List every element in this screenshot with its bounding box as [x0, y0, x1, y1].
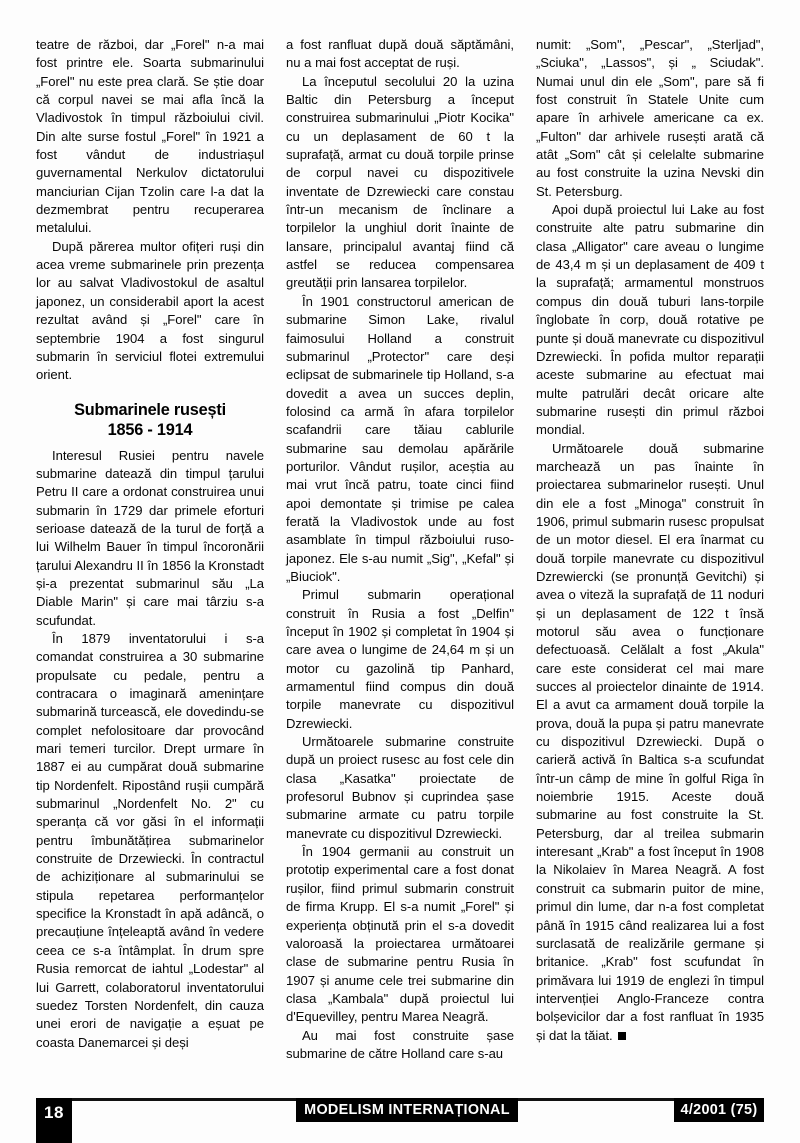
paragraph: Apoi după proiectul lui Lake au fost construite alte patru submarine din clasa „Alligator" care aveau o lungime de 43,4 m și un deplasament de 409 t la suprafață; armamentul monstruos compus din două tuburi lans-torpile înglobate în corp, două rotative pe punte și două manevrate cu dispozitivul Dzrewiecki. În pofida multor reparații aceste submarine au efectuat mai multe patrulări decât oricare alte submarine rusești din primul război mondial. [536, 202, 764, 438]
paragraph: După părerea multor ofițeri ruși din acea vreme submarinele prin prezența lor au salvat Vladivostokul de asaltul japonez, un considerabil aport la acest rezultat având și „Forel" care în septembrie 1904 a fost singurul submarin în serviciul flotei extremului orient. [36, 238, 264, 383]
paragraph: a fost ranfluat după două săptămâni, nu a mai fost acceptat de ruși. [286, 37, 514, 71]
paragraph: Au mai fost construite șase submarine de către Holland care s-au [286, 1027, 514, 1061]
paragraph: În 1904 germanii au construit un prototip experimental care a fost donat rușilor, fiind primul submarin construit de firma Krupp. El s-a numit „Forel" și experiența obținută prin el s-a dovedit valoroasă la proiectarea următoarei clase de submarine pentru Rusia în 1907 și anume cele trei submarine din clasa „Kambala" după proiectul lui d'Equevilley, pentru Marea Neagră. [286, 844, 514, 1025]
paragraph: numit: „Som", „Pescar", „Sterljad", „Sciuka", „Lassos", și „ Sciudak". Numai unul din ele „Som", pare să fi fost construit în Statele Unite cum apare în arhivele americane ca ex. „Fulton" dar arhivele rusești arată că atât „Som" cât și celelalte submarine au fost construite la uzina Nevski din St. Petersburg. [536, 37, 764, 199]
paragraph: Următoarele submarine construite după un proiect rusesc au fost cele din clasa „Kasatka" proiectate de profesorul Bubnov și cuprindea șase submarine armate cu patru torpile manevrate cu dispozitivul Dzrewiecki. [286, 734, 514, 841]
paragraph: Interesul Rusiei pentru navele submarine datează din timpul țarului Petru II care a ordonat construirea unui submarin în 1729 dar primele eforturi serioase datează de la turul de forță a lui Wilhelm Bauer în timpul încoronării țarului Alexandru II în 1856 la Kronstadt și-a prezentat submarinul său „La Diable Marin" și care mai târziu s-a scufundat. [36, 447, 264, 628]
page-number-badge: 18 [36, 1098, 72, 1143]
text-column-2 [286, 36, 514, 1063]
paragraph: În 1901 constructorul american de submarine Simon Lake, rivalul faimosului Holland a construit submarinul „Protector" care deși eclipsat de submarinele tip Holland, s-a dovedit a avea un succes deplin, folosind ca armă în afara torpilelor scafandrii care tăiau cablurile submarine sau demolau apărările porturilor. Vândut rușilor, aceștia au mai vrut încă patru, toate cinci fiind apoi demontate și trimise pe calea ferată la Vladivostok unde au fost asamblate în timpul războiului ruso-japonez. Ele s-au numit „Sig", „Kefal" și „Biuciok". [286, 293, 514, 584]
paragraph-text: Următoarele două submarine marchează un pas înainte în proiectarea submarinelor rusești. Unul din ele a fost „Minoga" construit în 1906, primul submarin rusesc propulsat de un motor diesel. El era înarmat cu două torpile manevrate cu dispozitivul Dzrewiercki (se pronunță Gevitchi) și avea o viteză la suprafață de 11 noduri și un deplasament de 122 t însă motorul său avea o funcționare defectuoasă. Celălalt a fost „Akula" care este considerat cel mai mare succes al proiectelor dinainte de 1914. El a avut ca armament două torpile la prova, două la pupa și patru manevrate cu dispozitivul Dzrewiecki. După o carieră activă în Baltica s-a scufundat într-un câmp de mine în golful Riga în noiembrie 1915. Aceste două submarine au fost construite la St. Petersburg, dar al treilea submarin interesant „Krab" a fost început în 1908 la Nikolaiev în Marea Neagră. A fost construit ca submarin puitor de mine, primul din lume, dar n-a fost completat până în 1915 când realizarea lui a fost surclasată de realizările germane și britanice. „Krab" fost scufundat în primăvara lui 1919 de englezi în timpul intervenției Anglo-Franceze contra bolșevicilor dar a fost ranfluat în 1935 și dat la tăiat. [536, 440, 764, 1043]
section-heading-line-1: Submarinele rusești [74, 400, 226, 419]
page-footer [0, 1098, 800, 1143]
section-heading-line-2: 1856 - 1914 [107, 421, 193, 440]
issue-number-badge: 4/2001 (75) [674, 1098, 764, 1122]
text-column-1 [36, 36, 264, 1052]
article-columns [36, 36, 764, 1076]
end-of-article-square-icon [618, 1032, 626, 1040]
paragraph: La începutul secolului 20 la uzina Baltic din Petersburg a început construirea submarinului „Piotr Kocika" cu un deplasament de 60 t la suprafață, armat cu două torpile prinse de corpul navei cu dispozitivele inventate de Dzrewiecki care constau într-un mecanism de înclinare a torpilelor la unghiul dorit înainte de lansare, principalul avantaj fiind că astfel se reducea compensarea greutății prin lansarea torpilelor. [286, 73, 514, 291]
section-heading [36, 400, 264, 441]
paragraph: În 1879 inventatorului i s-a comandat construirea a 30 submarine propulsate cu pedale, pentru a contracara o imaginară amenințare submarină turcească, ele dovedindu-se complet nefolositoare dar provocând mari temeri turcilor. Drept urmare în 1887 ei au cumpărat două submarine tip Nordenfelt. Ripostând rușii cumpără submarinul „Nordenfelt No. 2" cu speranța că vor găsi în el informații pentru îmbunătățirea submarinelor construite de Drzewiecki. În contractul de achiziționare al submarinului se stipula repetarea performanțelor specifice la Kronstadt în apă adâncă, o precauțiune înțeleaptă având în vedere ceea ce s-a întâmplat. În drum spre Rusia remorcat de iahtul „Lodestar" al lui Garrett, colaboratorul inventatorului suedez Torsten Nordenfelt, din cauza unei erori de navigație a eșuat pe coasta Danemarcei și deși [36, 630, 264, 1050]
paragraph: Primul submarin operațional construit în Rusia a fost „Delfin" început în 1902 și completat în 1904 și care avea o lungime de 24,64 m și un motor cu gazolină tip Panhard, armamentul fiind compus din două torpile manevrate cu dispozitivul Dzrewiecki. [286, 587, 514, 731]
paragraph: teatre de război, dar „Forel" n-a mai fost printre ele. Soarta submarinului „Forel" nu este prea clară. Se știe doar că corpul navei se mai afla încă la Vladivostok în timpul războiului civil. Din alte surse fostul „Forel" în 1921 a fost vândut de industriașul guvernamental Nerkulov dictatorului manciurian Cijan Tzolin care l-a dat la dezmembrat pentru recuperarea metalului. [36, 37, 264, 236]
text-column-3 [536, 36, 764, 1045]
paragraph-final [536, 440, 764, 1045]
magazine-title-badge: MODELISM INTERNAȚIONAL [296, 1098, 518, 1122]
